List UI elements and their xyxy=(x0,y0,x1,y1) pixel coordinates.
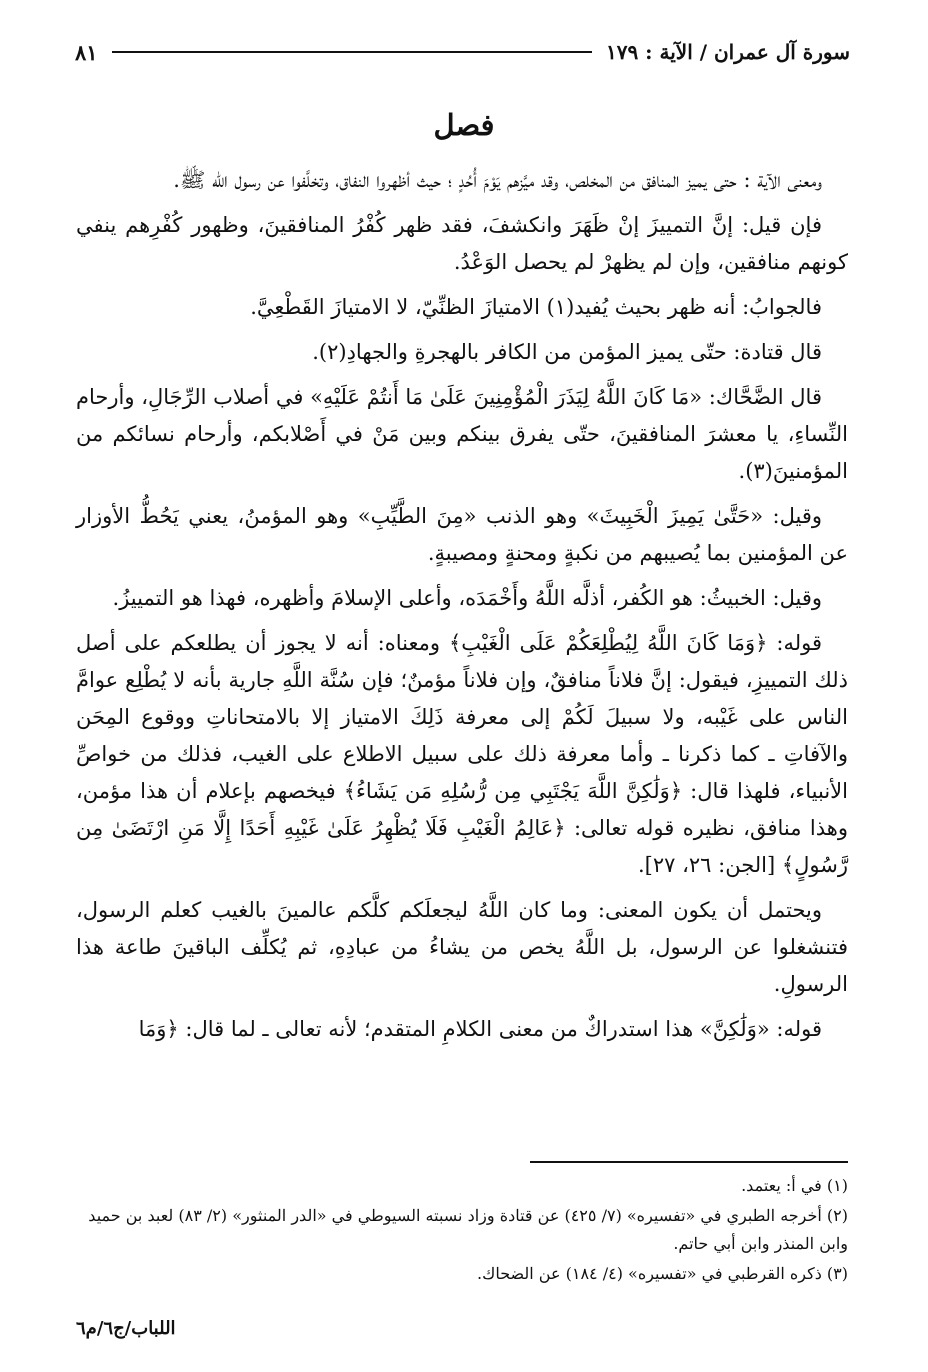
footnote: (١) في أ: يعتمد. xyxy=(741,1176,848,1195)
paragraph: قوله: «وَلَٰكِنَّ» هذا استدراكٌ من معنى الكلامِ المتقدم؛ لأنه تعالى ـ لما قال: ﴿وَمَا xyxy=(138,1017,822,1041)
paragraph: فإن قيل: إنَّ التمييزَ إنْ ظَهَرَ وانكشفَ، فقد ظهر كُفْرُ المنافقينَ، وظهور كُفْرِهم ينفي كونهم منافقين، وإن لم يظهرْ لم يحصل الوَعْدُ. xyxy=(76,213,848,274)
paragraph: ومعنى الآية : حتى يميز المنافق من المخلص، وقد ميَّزهم يَوْمَ أُحُدٍ ؛ حيث أظهروا النفاق، وتخلَّفوا عن رسول الله ﷺ. xyxy=(173,168,822,192)
section-title: فصل xyxy=(433,108,495,142)
paragraph: قال الضَّحَّاك: «مَا كَانَ اللَّهُ لِيَذَرَ الْمُؤْمِنِينَ عَلَىٰ مَا أَنتُمْ عَلَيْهِ» في أصلاب الرِّجَالِ، وأرحام النِّساءِ، يا معشرَ المنافقينَ، حتّى يفرق بينكم وبين مَنْ في أَصْلابكم، وأرحام نسائكم من المؤمنينَ(٣). xyxy=(76,385,848,483)
paragraph: فالجوابُ: أنه ظهر بحيث يُفيد(١) الامتيازَ الظنِّيّ، لا الامتيازَ القَطْعِيَّ. xyxy=(250,295,822,319)
header-rule xyxy=(112,51,592,53)
page-number: ٨١ xyxy=(75,39,98,65)
footnotes xyxy=(76,1172,848,1290)
paragraph: وقيل: «حَتَّىٰ يَمِيزَ الْخَبِيثَ» وهو الذنب «مِنَ الطَّيِّبِ» وهو المؤمنُ، يعني يَحُطُّ الأوزار عن المؤمنين بما يُصيبهم من نكبةٍ ومحنةٍ ومصيبةٍ. xyxy=(76,504,848,565)
paragraph: قوله: ﴿وَمَا كَانَ اللَّهُ لِيُطْلِعَكُمْ عَلَى الْغَيْبِ﴾ ومعناه: أنه لا يجوز أن يطلعكم على أصل ذلك التمييزِ، فيقول: إنَّ فلاناً منافقٌ، وإن فلاناً مؤمنٌ؛ فإن سُنَّة اللَّهِ جارية بأنه لا يُطْلِع عوامَّ الناس على غَيْبه، ولا سبيلَ لَكُمْ إلى معرفة ذَلِكَ الامتياز إلا بالامتحاناتِ ووقوع المِحَن والآفاتِ ـ كما ذكرنا ـ وأما معرفة ذلك على سبيل الاطلاع على الغيب، فذلك من خواصِّ الأنبياء، فلهذا قال: ﴿وَلَٰكِنَّ اللَّهَ يَجْتَبِي مِن رُّسُلِهِ مَن يَشَاءُ﴾ فيخصهم بإعلام أن هذا مؤمن، وهذا منافق، نظيره قوله تعالى: ﴿عَالِمُ الْغَيْبِ فَلَا يُظْهِرُ عَلَىٰ غَيْبِهِ أَحَدًا إِلَّا مَنِ ارْتَضَىٰ مِن رَّسُولٍ﴾ [الجن: ٢٦، ٢٧]. xyxy=(76,631,848,877)
main-text xyxy=(76,162,848,1056)
footnote: (٣) ذكره القرطبي في «تفسيره» (٤/ ١٨٤) عن الضحاك. xyxy=(477,1264,848,1283)
paragraph: وقيل: الخبيثُ: هو الكُفر، أذلَّه اللَّهُ وأَخْمَدَه، وأعلى الإسلامَ وأظهره، فهذا هو التمييزُ. xyxy=(112,586,822,610)
footnote: (٢) أخرجه الطبري في «تفسيره» (٧/ ٤٢٥) عن قتادة وزاد نسبته السيوطي في «الدر المنثور» (٢/ ٨٣) لعبد بن حميد وابن المنذر وابن أبي حاتم. xyxy=(88,1206,848,1253)
signature-mark: اللباب/ج٦/م٦ xyxy=(76,1318,176,1339)
footnote-separator xyxy=(530,1161,848,1163)
paragraph: ويحتمل أن يكون المعنى: وما كان اللَّهُ ليجعلَكم كلَّكم عالمينَ بالغيب كعلم الرسول، فتنشغلوا عن الرسول، بل اللَّهُ يخص من يشاءُ من عبادِهِ، ثم يُكلِّف الباقينَ طاعة هذا الرسولِ. xyxy=(76,898,848,996)
paragraph: قال قتادة: حتّى يميز المؤمن من الكافر بالهجرةِ والجهادِ(٢). xyxy=(312,340,822,364)
running-header xyxy=(75,32,850,72)
surah-reference: سورة آل عمران / الآية : ١٧٩ xyxy=(605,40,850,64)
